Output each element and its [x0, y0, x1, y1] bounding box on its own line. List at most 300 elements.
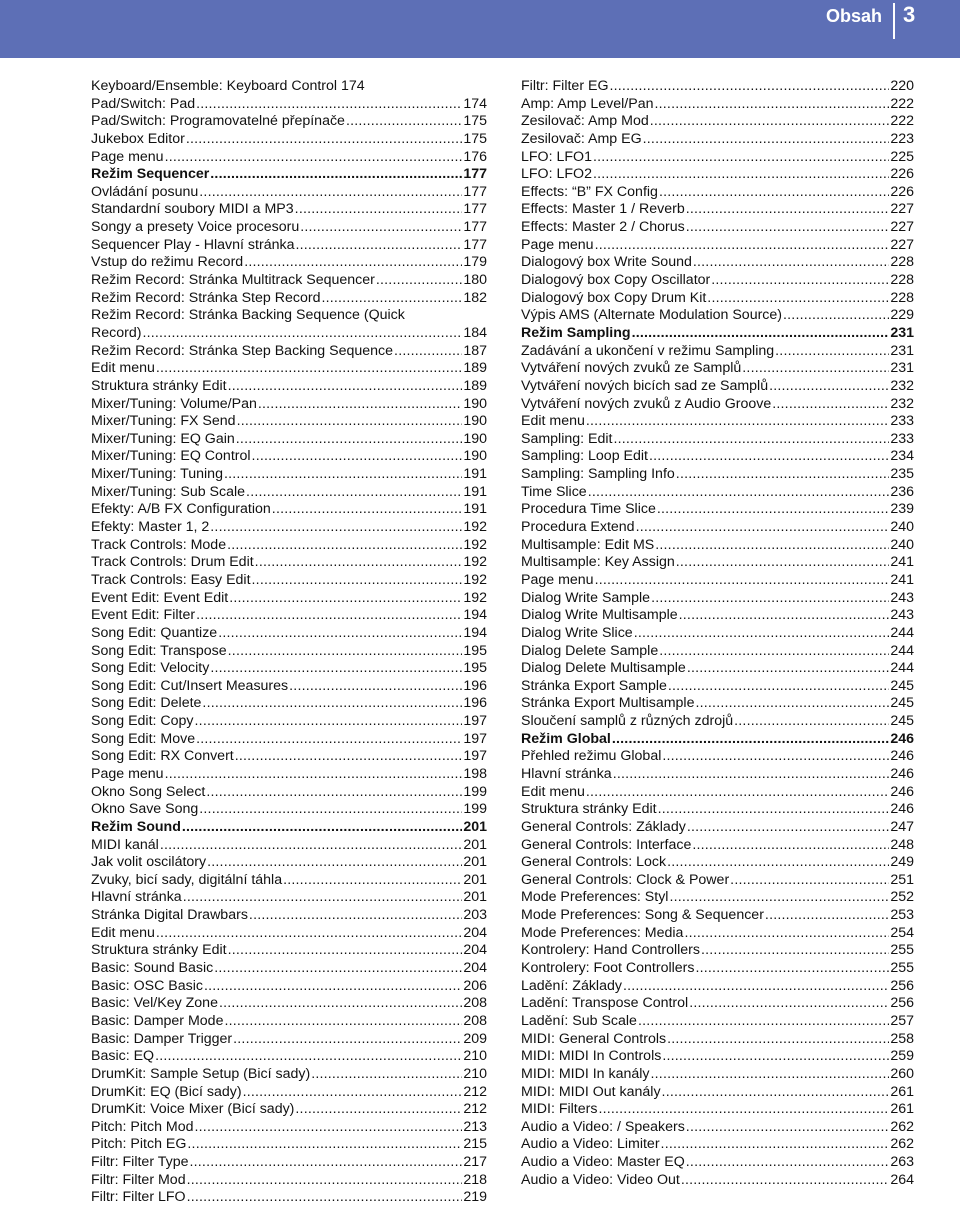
dot-leader: [142, 325, 462, 343]
toc-entry-title: Standardní soubory MIDI a MP3: [91, 201, 294, 218]
toc-entry-title: DrumKit: EQ (Bicí sady): [91, 1083, 242, 1100]
dot-leader: [650, 113, 890, 131]
toc-entry[interactable]: [521, 590, 914, 608]
toc-entry-title: Song Edit: Transpose: [91, 642, 227, 659]
toc-entry[interactable]: [91, 554, 487, 572]
toc-entry-page: 229: [890, 307, 914, 324]
dot-leader: [687, 819, 890, 837]
toc-entry[interactable]: [91, 131, 487, 149]
toc-entry-page: 257: [890, 1012, 914, 1029]
toc-entry[interactable]: [521, 695, 914, 713]
toc-entry-page: 243: [890, 589, 914, 606]
toc-entry-title: Zesilovač: Amp EG: [521, 130, 642, 147]
toc-entry-page: 197: [463, 748, 487, 765]
toc-entry-page: 246: [890, 730, 914, 747]
toc-entry-page: 227: [890, 236, 914, 253]
toc-entry-title: Ladění: Sub Scale: [521, 1012, 637, 1029]
dot-leader: [595, 572, 890, 590]
toc-entry-page: 201: [463, 836, 487, 853]
dot-leader: [295, 1101, 462, 1119]
toc-entry-title: Song Edit: Delete: [91, 695, 202, 712]
toc-entry[interactable]: [521, 1013, 914, 1031]
toc-entry[interactable]: [91, 413, 487, 431]
toc-entry[interactable]: [91, 360, 487, 378]
dot-leader: [667, 854, 889, 872]
toc-entry-title: Event Edit: Filter: [91, 607, 196, 624]
toc-entry[interactable]: [91, 713, 487, 731]
toc-entry-title: Effects: “B” FX Config: [521, 183, 658, 200]
toc-entry[interactable]: [521, 537, 914, 555]
toc-entry[interactable]: [521, 1136, 914, 1154]
toc-entry[interactable]: [521, 1066, 914, 1084]
toc-entry[interactable]: [91, 695, 487, 713]
dot-leader: [593, 149, 889, 167]
toc-entry[interactable]: [91, 237, 487, 255]
toc-entry-title: Mixer/Tuning: Sub Scale: [91, 483, 246, 500]
toc-entry[interactable]: [521, 1031, 914, 1049]
dot-leader: [692, 837, 889, 855]
toc-entry[interactable]: [521, 819, 914, 837]
toc-entry-title: LFO: LFO1: [521, 148, 592, 165]
toc-entry[interactable]: [91, 1066, 487, 1084]
toc-entry[interactable]: [91, 960, 487, 978]
toc-entry[interactable]: [91, 96, 487, 114]
toc-entry[interactable]: [91, 378, 487, 396]
toc-entry-title: Page menu: [521, 571, 594, 588]
toc-entry[interactable]: [91, 1119, 487, 1137]
toc-entry[interactable]: [521, 396, 914, 414]
toc-entry[interactable]: [521, 784, 914, 802]
dot-leader: [636, 519, 890, 537]
toc-column-left: [91, 78, 487, 1207]
toc-entry-page: 227: [890, 219, 914, 236]
toc-entry-page: 206: [463, 977, 487, 994]
toc-entry[interactable]: [521, 307, 914, 325]
toc-entry-title: Struktura stránky Edit: [521, 801, 657, 818]
toc-entry-title: Pad/Switch: Pad: [91, 95, 196, 112]
toc-column-right: [521, 78, 914, 1189]
toc-entry[interactable]: [91, 660, 487, 678]
page-title: Obsah: [825, 6, 882, 26]
toc-entry[interactable]: [521, 643, 914, 661]
toc-chapter-entry[interactable]: [91, 166, 487, 184]
toc-entry[interactable]: [521, 713, 914, 731]
toc-entry-title: Výpis AMS (Alternate Modulation Source): [521, 307, 783, 324]
toc-entry[interactable]: [91, 501, 487, 519]
toc-entry[interactable]: [91, 678, 487, 696]
toc-entry-title: Multisample: Key Assign: [521, 554, 675, 571]
toc-entry[interactable]: [521, 78, 914, 96]
toc-entry[interactable]: [91, 272, 487, 290]
toc-entry[interactable]: [521, 96, 914, 114]
toc-entry-page: 218: [463, 1171, 487, 1188]
toc-entry-page: 226: [890, 166, 914, 183]
dot-leader: [218, 625, 462, 643]
dot-leader: [300, 219, 462, 237]
toc-entry[interactable]: [521, 201, 914, 219]
toc-entry-title: Event Edit: Event Edit: [91, 589, 229, 606]
toc-entry[interactable]: [521, 766, 914, 784]
toc-entry-title: Filtr: Filter Mod: [91, 1171, 186, 1188]
toc-entry-page: 201: [463, 818, 487, 835]
toc-entry-page: 190: [463, 430, 487, 447]
toc-entry-page: 192: [463, 519, 487, 536]
toc-entry[interactable]: [91, 1154, 487, 1172]
toc-entry-title: MIDI: MIDI Out kanály: [521, 1083, 661, 1100]
toc-entry-title: Jak volit oscilátory: [91, 854, 207, 871]
toc-entry[interactable]: [521, 995, 914, 1013]
dot-leader: [187, 1172, 463, 1190]
toc-entry[interactable]: [91, 978, 487, 996]
toc-entry[interactable]: [521, 554, 914, 572]
dot-leader: [707, 290, 889, 308]
toc-entry-page: 197: [463, 713, 487, 730]
toc-chapter-entry[interactable]: [521, 325, 914, 343]
toc-entry[interactable]: [91, 184, 487, 202]
toc-chapter-entry[interactable]: [91, 819, 487, 837]
toc-entry-page: 208: [463, 995, 487, 1012]
toc-entry-page: 256: [890, 977, 914, 994]
toc-entry-title: Režim Record: Stránka Backing Sequence (Quick: [91, 307, 405, 324]
dot-leader: [283, 872, 462, 890]
toc-entry[interactable]: [91, 307, 487, 325]
toc-entry[interactable]: [521, 625, 914, 643]
toc-entry-title: Procedura Time Slice: [521, 501, 656, 518]
dot-leader: [165, 149, 463, 167]
dot-leader: [199, 184, 462, 202]
toc-entry[interactable]: [91, 78, 487, 96]
dot-leader: [588, 484, 890, 502]
dot-leader: [228, 942, 463, 960]
toc-entry[interactable]: [91, 201, 487, 219]
toc-entry[interactable]: [91, 942, 487, 960]
toc-entry[interactable]: [521, 272, 914, 290]
toc-entry-page: 192: [463, 589, 487, 606]
toc-entry-page: 248: [890, 836, 914, 853]
dot-leader: [662, 1048, 889, 1066]
toc-entry-page: 226: [890, 183, 914, 200]
dot-leader: [227, 537, 462, 555]
dot-leader: [228, 378, 463, 396]
toc-entry-title: Filtr: Filter EG: [521, 78, 609, 94]
toc-entry[interactable]: [91, 801, 487, 819]
dot-leader: [295, 237, 462, 255]
toc-entry[interactable]: [521, 572, 914, 590]
toc-entry[interactable]: [521, 131, 914, 149]
dot-leader: [662, 748, 889, 766]
toc-entry[interactable]: [521, 360, 914, 378]
dot-leader: [183, 889, 463, 907]
dot-leader: [668, 678, 889, 696]
toc-entry[interactable]: [521, 837, 914, 855]
dot-leader: [187, 1189, 463, 1207]
toc-entry[interactable]: [91, 837, 487, 855]
toc-entry[interactable]: [521, 978, 914, 996]
toc-entry[interactable]: [91, 572, 487, 590]
toc-entry[interactable]: [91, 872, 487, 890]
dot-leader: [623, 978, 889, 996]
toc-entry-title: Filtr: Filter Type: [91, 1154, 189, 1171]
dot-leader: [681, 1172, 890, 1190]
toc-entry[interactable]: [521, 960, 914, 978]
toc-entry-title: Hlavní stránka: [91, 889, 182, 906]
toc-entry-title: Stránka Digital Drawbars: [91, 907, 248, 924]
toc-entry-page: 243: [890, 607, 914, 624]
toc-entry[interactable]: [91, 766, 487, 784]
toc-entry[interactable]: [91, 1136, 487, 1154]
dot-leader: [196, 731, 462, 749]
toc-entry[interactable]: [91, 625, 487, 643]
toc-entry[interactable]: [521, 501, 914, 519]
toc-entry[interactable]: [91, 113, 487, 131]
toc-entry[interactable]: [521, 678, 914, 696]
toc-chapter-entry[interactable]: [521, 731, 914, 749]
dot-leader: [657, 501, 889, 519]
toc-entry[interactable]: [91, 1101, 487, 1119]
toc-entry-page: 174: [463, 95, 487, 112]
toc-entry[interactable]: [521, 660, 914, 678]
toc-entry[interactable]: [521, 184, 914, 202]
toc-entry[interactable]: [91, 925, 487, 943]
dot-leader: [679, 607, 890, 625]
toc-entry-title: Efekty: A/B FX Configuration: [91, 501, 271, 518]
toc-entry-title: Okno Song Select: [91, 783, 206, 800]
toc-entry-page: 210: [463, 1048, 487, 1065]
toc-entry-title: Mixer/Tuning: EQ Control: [91, 448, 251, 465]
dot-leader: [376, 272, 462, 290]
toc-entry[interactable]: [521, 1154, 914, 1172]
dot-leader: [196, 96, 462, 114]
toc-entry-page: 204: [463, 942, 487, 959]
toc-entry-title: Audio a Video: Video Out: [521, 1171, 680, 1188]
toc-entry-page: 182: [463, 289, 487, 306]
toc-entry-page: 215: [463, 1136, 487, 1153]
toc-entry-page: 196: [463, 677, 487, 694]
toc-entry[interactable]: [521, 1172, 914, 1190]
toc-entry-title: Dialog Delete Sample: [521, 642, 659, 659]
toc-entry[interactable]: [521, 801, 914, 819]
toc-entry-page: 222: [890, 95, 914, 112]
toc-entry-page: 199: [463, 801, 487, 818]
toc-entry[interactable]: [521, 378, 914, 396]
toc-entry-title: Ovládání posunu: [91, 183, 199, 200]
toc-entry-title: Basic: Sound Basic: [91, 960, 214, 977]
toc-entry[interactable]: [521, 431, 914, 449]
toc-entry[interactable]: [91, 149, 487, 167]
toc-entry[interactable]: [91, 1172, 487, 1190]
toc-entry[interactable]: [91, 1013, 487, 1031]
dot-leader: [667, 1031, 889, 1049]
toc-entry-page: 197: [463, 730, 487, 747]
toc-entry[interactable]: [91, 254, 487, 272]
toc-entry-page: 232: [890, 395, 914, 412]
toc-entry[interactable]: [521, 1048, 914, 1066]
toc-entry-title: Basic: Vel/Key Zone: [91, 995, 218, 1012]
toc-entry[interactable]: [521, 1101, 914, 1119]
toc-entry-page: 177: [463, 219, 487, 236]
toc-entry[interactable]: [521, 166, 914, 184]
toc-entry[interactable]: [521, 925, 914, 943]
toc-entry[interactable]: [521, 343, 914, 361]
toc-entry[interactable]: [91, 748, 487, 766]
toc-entry-title: Vytváření nových bicích sad ze Samplů: [521, 377, 769, 394]
toc-entry-title: Mode Preferences: Media: [521, 924, 684, 941]
toc-entry-page: 220: [890, 78, 914, 94]
toc-entry-title: Ladění: Základy: [521, 977, 622, 994]
toc-entry[interactable]: [91, 854, 487, 872]
toc-entry[interactable]: [91, 466, 487, 484]
toc-entry-page: 176: [463, 148, 487, 165]
toc-entry[interactable]: [91, 431, 487, 449]
dot-leader: [156, 360, 462, 378]
toc-entry[interactable]: [91, 1048, 487, 1066]
toc-entry[interactable]: [521, 149, 914, 167]
toc-entry-page: 212: [463, 1083, 487, 1100]
toc-entry-title: Basic: OSC Basic: [91, 977, 203, 994]
toc-entry-page: 204: [463, 960, 487, 977]
toc-entry-page: 258: [890, 1030, 914, 1047]
toc-entry[interactable]: [521, 889, 914, 907]
toc-entry[interactable]: [521, 1119, 914, 1137]
toc-entry-title: Kontrolery: Foot Controllers: [521, 960, 695, 977]
toc-entry[interactable]: [521, 907, 914, 925]
toc-entry[interactable]: [91, 907, 487, 925]
toc-entry-page: 187: [463, 342, 487, 359]
toc-entry[interactable]: [91, 484, 487, 502]
toc-entry[interactable]: [521, 607, 914, 625]
toc-entry[interactable]: [91, 219, 487, 237]
toc-entry-page: 263: [890, 1154, 914, 1171]
toc-entry-title: Efekty: Master 1, 2: [91, 519, 210, 536]
dot-leader: [711, 272, 889, 290]
toc-entry-title: Dialogový box Write Sound: [521, 254, 692, 271]
toc-entry[interactable]: [521, 290, 914, 308]
toc-entry-title: Režim Sampling: [521, 324, 631, 341]
toc-entry-title: Mode Preferences: Styl: [521, 889, 669, 906]
toc-entry-page: 231: [890, 324, 914, 341]
toc-entry-title: Vstup do režimu Record: [91, 254, 244, 271]
dot-leader: [252, 448, 463, 466]
toc-entry-title: MIDI kanál: [91, 836, 159, 853]
dot-leader: [684, 925, 889, 943]
toc-entry-title: Dialog Write Sample: [521, 589, 651, 606]
toc-entry-title: Audio a Video: Master EQ: [521, 1154, 685, 1171]
toc-entry[interactable]: [91, 448, 487, 466]
toc-entry-page: 255: [890, 942, 914, 959]
toc-entry-page: 249: [890, 854, 914, 871]
dot-leader: [252, 572, 463, 590]
toc-entry-page: 213: [463, 1118, 487, 1135]
dot-leader: [224, 466, 462, 484]
toc-entry-title: Song Edit: Move: [91, 730, 196, 747]
toc-entry[interactable]: [521, 519, 914, 537]
dot-leader: [206, 784, 462, 802]
toc-entry-title: Effects: Master 2 / Chorus: [521, 219, 685, 236]
toc-entry[interactable]: [91, 537, 487, 555]
toc-entry[interactable]: [91, 290, 487, 308]
toc-entry[interactable]: [91, 731, 487, 749]
dot-leader: [661, 1136, 890, 1154]
toc-entry-title: Time Slice: [521, 483, 587, 500]
toc-entry[interactable]: [91, 784, 487, 802]
toc-entry-title: Mixer/Tuning: Volume/Pan: [91, 395, 257, 412]
toc-entry[interactable]: [91, 590, 487, 608]
toc-entry[interactable]: [521, 854, 914, 872]
toc-entry[interactable]: [91, 325, 487, 343]
dot-leader: [742, 360, 889, 378]
toc-entry-page: 190: [463, 413, 487, 430]
dot-leader: [311, 1066, 462, 1084]
toc-entry[interactable]: [91, 519, 487, 537]
toc-entry[interactable]: [521, 237, 914, 255]
toc-entry[interactable]: [521, 1084, 914, 1102]
toc-entry-title: Jukebox Editor: [91, 130, 185, 147]
dot-leader: [243, 1084, 463, 1102]
toc-entry[interactable]: [91, 607, 487, 625]
toc-entry-page: 179: [463, 254, 487, 271]
dot-leader: [255, 554, 463, 572]
toc-entry[interactable]: [521, 254, 914, 272]
toc-entry[interactable]: [521, 219, 914, 237]
dot-leader: [632, 325, 890, 343]
dot-leader: [649, 448, 889, 466]
toc-entry-page: 256: [890, 995, 914, 1012]
toc-entry-page: 228: [890, 289, 914, 306]
toc-entry-page: 209: [463, 1030, 487, 1047]
toc-entry-title: Amp: Amp Level/Pan: [521, 95, 654, 112]
toc-entry-page: 225: [890, 148, 914, 165]
toc-entry[interactable]: [91, 1084, 487, 1102]
dot-leader: [775, 343, 889, 361]
toc-entry[interactable]: [91, 1031, 487, 1049]
dot-leader: [662, 1084, 890, 1102]
toc-entry[interactable]: [91, 995, 487, 1013]
toc-entry[interactable]: [521, 448, 914, 466]
dot-leader: [187, 1136, 462, 1154]
toc-entry[interactable]: [521, 413, 914, 431]
toc-entry-page: 189: [463, 360, 487, 377]
dot-leader: [289, 678, 462, 696]
toc-entry[interactable]: [91, 889, 487, 907]
toc-entry-title: Zesilovač: Amp Mod: [521, 113, 649, 130]
dot-leader: [195, 713, 463, 731]
toc-entry-page: 222: [890, 113, 914, 130]
toc-entry[interactable]: [521, 872, 914, 890]
dot-leader: [686, 219, 890, 237]
toc-entry[interactable]: [521, 748, 914, 766]
toc-entry[interactable]: [521, 484, 914, 502]
toc-entry-title: Songy a presety Voice procesoru: [91, 219, 300, 236]
toc-entry-page: 233: [890, 413, 914, 430]
toc-entry-title: Sampling: Edit: [521, 430, 613, 447]
toc-entry-page: 195: [463, 642, 487, 659]
dot-leader: [210, 166, 462, 184]
toc-entry-page: 240: [890, 519, 914, 536]
toc-entry-page: 261: [890, 1101, 914, 1118]
toc-entry[interactable]: [91, 643, 487, 661]
toc-entry[interactable]: [521, 942, 914, 960]
dot-leader: [658, 801, 890, 819]
dot-leader: [686, 1119, 890, 1137]
dot-leader: [204, 978, 462, 996]
toc-entry[interactable]: [521, 466, 914, 484]
toc-entry[interactable]: [91, 396, 487, 414]
toc-entry[interactable]: [91, 343, 487, 361]
dot-leader: [202, 695, 462, 713]
toc-entry[interactable]: [521, 113, 914, 131]
toc-entry-page: 195: [463, 660, 487, 677]
toc-entry[interactable]: [91, 1189, 487, 1207]
